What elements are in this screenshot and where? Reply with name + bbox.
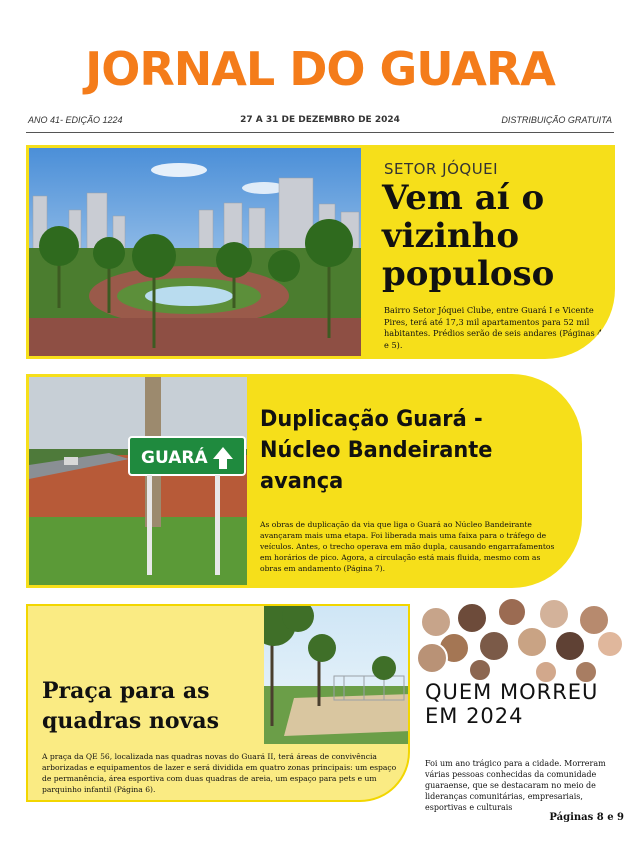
sign-text: GUARÁ [141, 448, 208, 468]
edition-info: ANO 41- EDIÇÃO 1224 [28, 115, 123, 125]
park-court-photo [264, 606, 410, 744]
story-lead: As obras de duplicação da via que liga o Guará ao Núcleo Bandeirante avançaram mais uma etapa. Foi liberada mais uma faixa para o tráfego de veículos. Antes, o trecho operava em mão dupla, causando engarrafamentos em horários de pico. Agora, a circulação está mais fluida, mesmo com as obras em andamento (Página 7). [260, 520, 555, 573]
story-headline[interactable]: Vem aí o vizinho populoso [382, 178, 555, 294]
story-duplicacao[interactable] [26, 374, 582, 588]
story-obituarios[interactable] [414, 598, 624, 828]
story-lead: Foi um ano trágico para a cidade. Morreram várias pessoas conhecidas da comunidade guaraense, que se destacaram no meio de lideranças comunitárias, empresariais, esportivas e culturais [425, 759, 606, 812]
city-plaza-photo [29, 148, 361, 356]
story-praca[interactable] [26, 604, 410, 802]
portrait-collage [414, 598, 624, 682]
road-sign-photo [29, 377, 247, 585]
story-headline[interactable]: Praça para as quadras novas [42, 678, 219, 734]
header-divider [26, 132, 614, 133]
distribution-info: DISTRIBUIÇÃO GRATUITA [501, 115, 612, 125]
edition-date: 27 A 31 DE DEZEMBRO DE 2024 [240, 115, 400, 125]
story-lead: A praça da QE 56, localizada nas quadras novas do Guará II, terá áreas de convivência arborizadas e equipamentos de lazer e será dividida em quatro zonas principais: um espaço de permanência, área esportiva com duas quadras de areia, um espaço para pets e um parquinho infantil (Página 6). [42, 752, 397, 794]
story-setor-joquei[interactable] [26, 145, 615, 359]
story-kicker: SETOR JÓQUEI [384, 160, 499, 178]
story-headline[interactable]: Duplicação Guará - Núcleo Bandeirante avança [260, 407, 493, 494]
page-reference: Páginas 8 e 9 [549, 812, 624, 823]
masthead-title: JORNAL DO GUARA [85, 42, 555, 96]
story-headline[interactable]: QUEM MORREU EM 2024 [425, 680, 599, 728]
story-lead: Bairro Setor Jóquei Clube, entre Guará I e Vicente Pires, terá até 17,3 mil apartamentos para 52 mil habitantes. Prédios serão de seis andares (Páginas 4 e 5). [384, 305, 603, 350]
